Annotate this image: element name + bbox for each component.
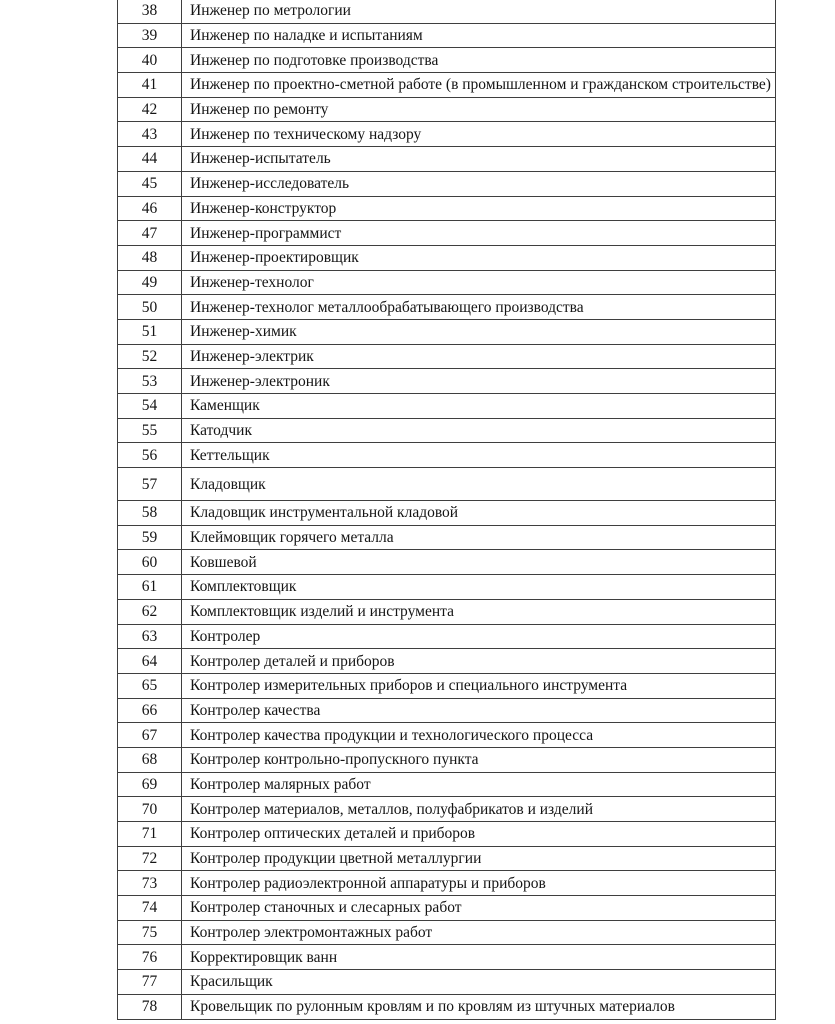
job-title-cell: Инженер-проектировщик <box>182 245 776 270</box>
row-number-cell: 39 <box>118 23 182 48</box>
row-number-cell: 43 <box>118 122 182 147</box>
table-row <box>118 468 776 501</box>
row-number-cell: 50 <box>118 295 182 320</box>
row-number-cell: 52 <box>118 344 182 369</box>
row-number-cell: 64 <box>118 649 182 674</box>
table-row <box>118 673 776 698</box>
job-title-cell: Инженер-электроник <box>182 369 776 394</box>
job-title-cell: Инженер-испытатель <box>182 147 776 172</box>
job-title-cell: Контролер оптических деталей и приборов <box>182 822 776 847</box>
row-number-cell: 61 <box>118 575 182 600</box>
table-row <box>118 970 776 995</box>
job-title-cell: Катодчик <box>182 418 776 443</box>
row-number-cell: 62 <box>118 599 182 624</box>
row-number-cell: 68 <box>118 747 182 772</box>
job-title-cell: Контролер качества продукции и технологического процесса <box>182 723 776 748</box>
row-number-cell: 47 <box>118 221 182 246</box>
table-row <box>118 624 776 649</box>
row-number-cell: 48 <box>118 245 182 270</box>
job-title-cell: Контролер станочных и слесарных работ <box>182 896 776 921</box>
row-number-cell: 75 <box>118 920 182 945</box>
job-title-cell: Контролер малярных работ <box>182 772 776 797</box>
job-title-cell: Клеймовщик горячего металла <box>182 525 776 550</box>
row-number-cell: 78 <box>118 994 182 1019</box>
row-number-cell: 45 <box>118 171 182 196</box>
job-title-cell: Инженер-программист <box>182 221 776 246</box>
row-number-cell: 42 <box>118 97 182 122</box>
table-row <box>118 723 776 748</box>
row-number-cell: 72 <box>118 846 182 871</box>
job-title-cell: Инженер-конструктор <box>182 196 776 221</box>
table-row <box>118 501 776 526</box>
row-number-cell: 67 <box>118 723 182 748</box>
job-title-cell: Каменщик <box>182 394 776 419</box>
table-row <box>118 319 776 344</box>
job-title-cell: Инженер-технолог <box>182 270 776 295</box>
job-title-cell: Корректировщик ванн <box>182 945 776 970</box>
row-number-cell: 73 <box>118 871 182 896</box>
job-title-cell: Инженер по проектно-сметной работе (в промышленном и гражданском строительстве) <box>182 73 776 98</box>
table-row <box>118 0 776 23</box>
table-row <box>118 196 776 221</box>
table-row <box>118 575 776 600</box>
table-row <box>118 369 776 394</box>
row-number-cell: 71 <box>118 822 182 847</box>
job-title-cell: Ковшевой <box>182 550 776 575</box>
job-title-cell: Контролер контрольно-пропускного пункта <box>182 747 776 772</box>
job-title-cell: Контролер материалов, металлов, полуфабрикатов и изделий <box>182 797 776 822</box>
job-title-cell: Инженер-химик <box>182 319 776 344</box>
table-row <box>118 649 776 674</box>
job-title-cell: Контролер качества <box>182 698 776 723</box>
job-title-cell: Комплектовщик изделий и инструмента <box>182 599 776 624</box>
table-row <box>118 344 776 369</box>
row-number-cell: 40 <box>118 48 182 73</box>
table-row <box>118 443 776 468</box>
row-number-cell: 49 <box>118 270 182 295</box>
row-number-cell: 41 <box>118 73 182 98</box>
row-number-cell: 59 <box>118 525 182 550</box>
table-row <box>118 73 776 98</box>
table-row <box>118 23 776 48</box>
table-row <box>118 48 776 73</box>
table-row <box>118 772 776 797</box>
job-title-cell: Контролер радиоэлектронной аппаратуры и приборов <box>182 871 776 896</box>
table-row <box>118 599 776 624</box>
table-row <box>118 97 776 122</box>
job-title-cell: Кладовщик инструментальной кладовой <box>182 501 776 526</box>
row-number-cell: 66 <box>118 698 182 723</box>
job-title-cell: Инженер-электрик <box>182 344 776 369</box>
table-row <box>118 171 776 196</box>
table-row <box>118 418 776 443</box>
row-number-cell: 51 <box>118 319 182 344</box>
job-title-cell: Инженер по техническому надзору <box>182 122 776 147</box>
table-row <box>118 221 776 246</box>
table-row <box>118 797 776 822</box>
job-title-cell: Кладовщик <box>182 468 776 501</box>
table-row <box>118 525 776 550</box>
row-number-cell: 74 <box>118 896 182 921</box>
table-row <box>118 270 776 295</box>
table-row <box>118 698 776 723</box>
job-title-cell: Инженер по наладке и испытаниям <box>182 23 776 48</box>
row-number-cell: 58 <box>118 501 182 526</box>
table-row <box>118 122 776 147</box>
row-number-cell: 76 <box>118 945 182 970</box>
row-number-cell: 65 <box>118 673 182 698</box>
table-row <box>118 871 776 896</box>
row-number-cell: 60 <box>118 550 182 575</box>
job-title-cell: Инженер по метрологии <box>182 0 776 23</box>
job-title-cell: Инженер-технолог металлообрабатывающего производства <box>182 295 776 320</box>
professions-table-body <box>118 0 776 1019</box>
row-number-cell: 57 <box>118 468 182 501</box>
table-row <box>118 994 776 1019</box>
row-number-cell: 46 <box>118 196 182 221</box>
table-row <box>118 896 776 921</box>
job-title-cell: Инженер по ремонту <box>182 97 776 122</box>
table-row <box>118 394 776 419</box>
table-row <box>118 822 776 847</box>
job-title-cell: Контролер продукции цветной металлургии <box>182 846 776 871</box>
table-row <box>118 846 776 871</box>
row-number-cell: 63 <box>118 624 182 649</box>
row-number-cell: 70 <box>118 797 182 822</box>
table-row <box>118 295 776 320</box>
table-row <box>118 147 776 172</box>
row-number-cell: 38 <box>118 0 182 23</box>
job-title-cell: Красильщик <box>182 970 776 995</box>
job-title-cell: Контролер деталей и приборов <box>182 649 776 674</box>
job-title-cell: Контролер измерительных приборов и специального инструмента <box>182 673 776 698</box>
table-row <box>118 920 776 945</box>
table-row <box>118 945 776 970</box>
row-number-cell: 55 <box>118 418 182 443</box>
row-number-cell: 77 <box>118 970 182 995</box>
job-title-cell: Кровельщик по рулонным кровлям и по кровлям из штучных материалов <box>182 994 776 1019</box>
row-number-cell: 56 <box>118 443 182 468</box>
table-row <box>118 550 776 575</box>
job-title-cell: Контролер <box>182 624 776 649</box>
row-number-cell: 69 <box>118 772 182 797</box>
job-title-cell: Кеттельщик <box>182 443 776 468</box>
professions-table <box>117 0 776 1020</box>
row-number-cell: 44 <box>118 147 182 172</box>
row-number-cell: 54 <box>118 394 182 419</box>
row-number-cell: 53 <box>118 369 182 394</box>
table-row <box>118 245 776 270</box>
job-title-cell: Комплектовщик <box>182 575 776 600</box>
job-title-cell: Контролер электромонтажных работ <box>182 920 776 945</box>
job-title-cell: Инженер-исследователь <box>182 171 776 196</box>
job-title-cell: Инженер по подготовке производства <box>182 48 776 73</box>
table-row <box>118 747 776 772</box>
